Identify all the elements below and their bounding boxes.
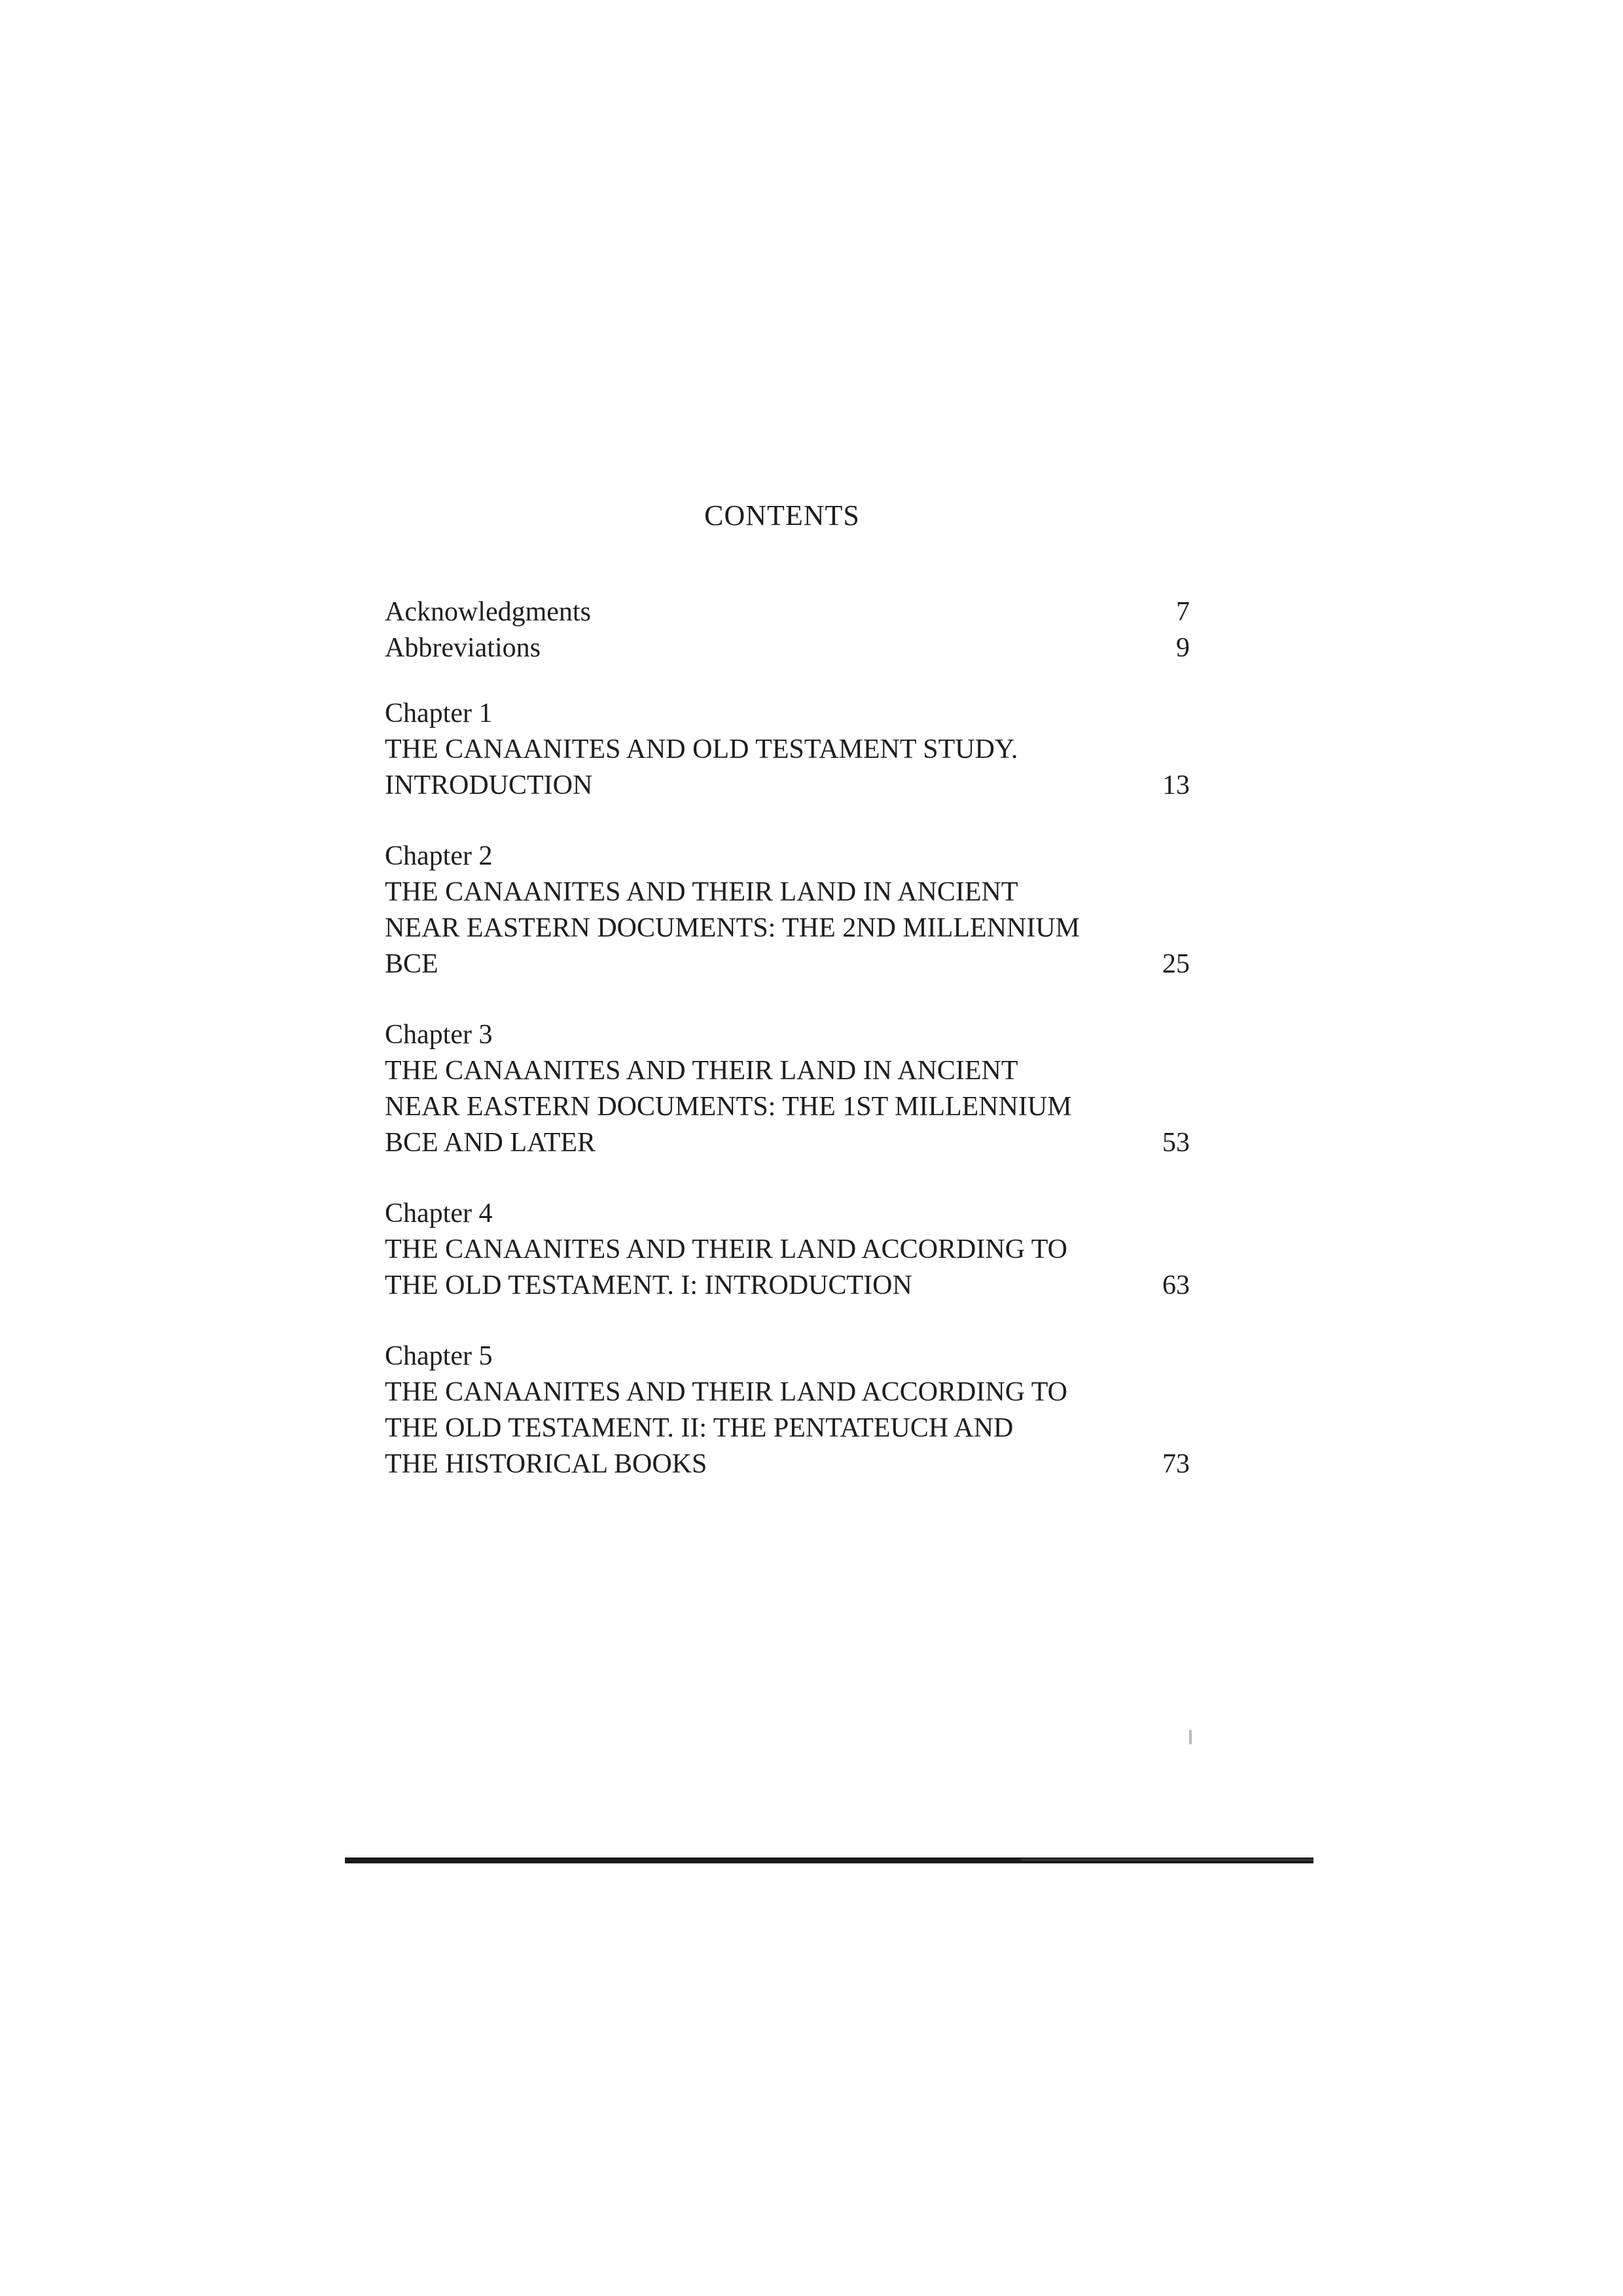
chapter-label: Chapter 2	[385, 841, 493, 871]
chapter-title-line: NEAR EASTERN DOCUMENTS: THE 2ND MILLENNIUM	[385, 913, 1080, 943]
chapter-title-line: THE CANAANITES AND THEIR LAND IN ANCIENT	[385, 877, 1018, 907]
page-bottom-rule-thin	[1021, 1859, 1313, 1861]
toc-page-number: 53	[1162, 1128, 1190, 1158]
chapter-title-line: THE CANAANITES AND THEIR LAND ACCORDING TO	[385, 1234, 1068, 1265]
toc-entry-chapter-5	[385, 1338, 1190, 1482]
chapter-title-line: THE CANAANITES AND OLD TESTAMENT STUDY.	[385, 734, 1018, 764]
chapter-title-line: THE CANAANITES AND THEIR LAND ACCORDING TO	[385, 1377, 1068, 1407]
chapter-title-line: THE CANAANITES AND THEIR LAND IN ANCIENT	[385, 1056, 1018, 1086]
toc-page-number: 13	[1162, 770, 1190, 800]
chapter-label: Chapter 4	[385, 1198, 493, 1229]
toc-entry-title: Abbreviations	[385, 633, 541, 663]
toc-entry-abbreviations	[385, 630, 1190, 666]
chapter-title-line: THE OLD TESTAMENT. II: THE PENTATEUCH AND	[385, 1413, 1014, 1443]
toc-entry-title: Acknowledgments	[385, 597, 591, 627]
chapter-title-line: THE OLD TESTAMENT. I: INTRODUCTION	[385, 1270, 912, 1300]
toc-entry-chapter-4	[385, 1196, 1190, 1304]
chapter-title-line: BCE AND LATER	[385, 1128, 596, 1158]
toc-page-number: 9	[1176, 633, 1190, 663]
chapter-title-line: NEAR EASTERN DOCUMENTS: THE 1ST MILLENNIUM	[385, 1092, 1072, 1122]
chapter-label: Chapter 5	[385, 1341, 493, 1371]
toc-entry-acknowledgments	[385, 594, 1190, 630]
table-of-contents	[385, 594, 1190, 1517]
chapter-label: Chapter 1	[385, 698, 493, 728]
scan-speck	[1189, 1730, 1192, 1744]
toc-page-number: 73	[1162, 1449, 1190, 1479]
toc-page-number: 63	[1162, 1270, 1190, 1300]
chapter-title-line: BCE	[385, 949, 438, 979]
chapter-title-line: INTRODUCTION	[385, 770, 593, 800]
toc-entry-chapter-1	[385, 696, 1190, 804]
toc-page-number: 25	[1162, 949, 1190, 979]
toc-entry-chapter-3	[385, 1017, 1190, 1161]
page-title: CONTENTS	[704, 499, 860, 531]
toc-entry-chapter-2	[385, 838, 1190, 982]
chapter-label: Chapter 3	[385, 1020, 493, 1050]
toc-page-number: 7	[1176, 597, 1190, 627]
chapter-title-line: THE HISTORICAL BOOKS	[385, 1449, 707, 1479]
